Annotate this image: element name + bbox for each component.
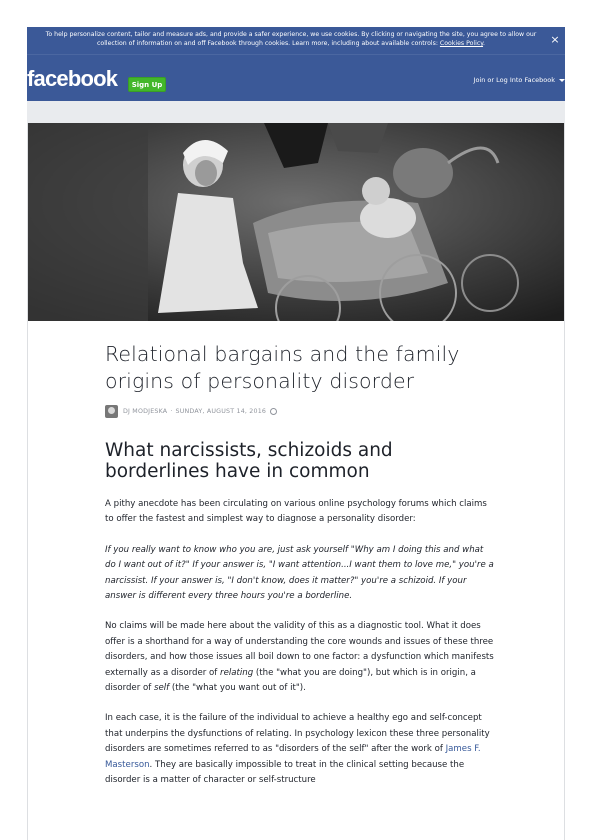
page-background-strip — [27, 101, 565, 123]
paragraph-1: A pithy anecdote has been circulating on various online psychology forums which claims to offer the fastest and simplest way to diagnose a personality disorder: — [105, 499, 487, 525]
paragraph-4-text-a: In each case, it is the failure of the individual to achieve a healthy ego and self-concept that underpins the dysfunctions of relating. In psychology lexicon these three personality disorders are sometimes referred to as "disorders of the self" after the work of — [105, 713, 490, 755]
author-avatar[interactable] — [105, 405, 118, 418]
paragraph-3-text-a: No claims will be made here about the validity of this as a diagnostic tool. What it does offer is a shorthand for a way of understanding the core wounds and issues of these three disorders, and how those issues all boil down to one factor: a dysfunction which manifests externally as a disorder of — [105, 621, 494, 678]
cover-photo — [28, 123, 564, 321]
paragraph-3-text-c: (the "what you want out of it"). — [169, 683, 306, 694]
byline — [105, 404, 495, 418]
caret-down-icon — [559, 79, 565, 82]
cookie-banner-end: . — [483, 40, 485, 47]
article-subtitle: What narcissists, schizoids and borderlines have in common — [105, 440, 393, 482]
emphasis-self: self — [153, 683, 170, 694]
join-or-login-link[interactable] — [474, 75, 565, 85]
article-title: Relational bargains and the family origins of personality disorder — [105, 342, 460, 393]
paragraph-4-text-b: . They are basically impossible to treat in the clinical setting because the disorder is a matter of character or self-structure — [105, 759, 465, 786]
join-or-login-label: Join or Log Into Facebook — [473, 76, 555, 84]
publish-date[interactable]: SUNDAY, AUGUST 14, 2016 — [175, 407, 267, 415]
facebook-header — [27, 55, 565, 101]
paragraph-4 — [105, 711, 495, 788]
note-card — [27, 123, 565, 840]
facebook-logo[interactable]: facebook — [27, 66, 118, 91]
quote-text: If you really want to know who you are, just ask yourself "Why am I doing this and what do I want out of it?" If your answer is, "I want attention...I want them to love me," you're a narcissist. If your answer is, "I don't know, does it matter?" you're a schizoid. If your answer is different every three hours you're a borderline. — [105, 544, 494, 602]
sign-up-button[interactable]: Sign Up — [128, 77, 166, 92]
cookies-policy-link[interactable]: Cookies Policy — [439, 40, 484, 47]
paragraph-3-text-b: (the "what you are doing"), but which is in origin, a disorder of — [105, 667, 476, 694]
masterson-link[interactable]: James F. Masterson — [105, 744, 481, 770]
author-name[interactable]: DJ MODJESKA — [123, 407, 168, 415]
close-icon[interactable]: × — [550, 33, 560, 46]
paragraph-quote — [105, 543, 495, 605]
cookie-banner-text: To help personalize content, tailor and measure ads, and provide a safer experience, we use cookies. By clicking or navigating the site, you agree to allow our collection of information on and off Facebook through cookies. Learn more, including about available controls: — [45, 31, 537, 47]
byline-separator: · — [170, 407, 173, 415]
paragraph-3 — [105, 619, 495, 696]
globe-icon — [270, 408, 277, 415]
article-body — [105, 341, 495, 789]
cookie-banner — [27, 27, 565, 55]
emphasis-relating: relating — [220, 667, 254, 678]
cover-photo-image — [28, 123, 564, 321]
